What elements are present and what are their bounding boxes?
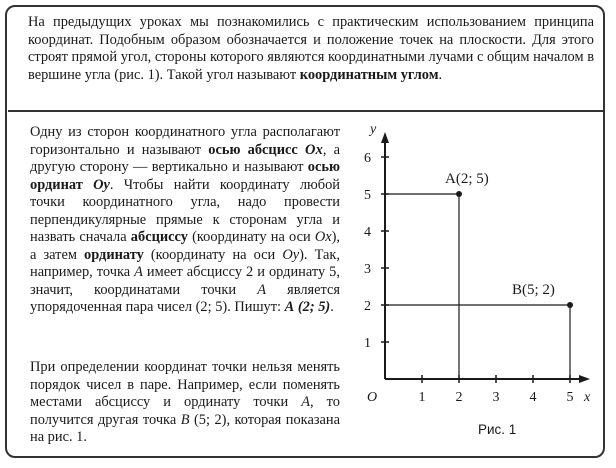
- x-tick-label: 2: [455, 390, 463, 405]
- label-ox: Ох: [304, 141, 323, 158]
- y-tick-label: 3: [364, 262, 371, 277]
- coordinate-plane: [350, 118, 612, 418]
- p2-text-3: . Чтобы найти координату любой точки координатного угла, надо провести перпендикулярные прямые к сторонам угла и назвать сначала: [30, 176, 340, 245]
- intro-paragraph: [28, 14, 594, 84]
- p2-text-1: Одну из сторон координатного угла располагают горизонтально и называют: [30, 124, 340, 158]
- x-tick-label: 3: [492, 390, 500, 405]
- point-a-label: A(2; 5): [445, 171, 489, 187]
- notation-a: А (2; 5): [284, 299, 331, 315]
- term-abscissa-axis: осью абсцисс: [208, 141, 298, 158]
- y-axis-label: y: [370, 122, 377, 137]
- p2-text-4b: ), а затем: [30, 229, 340, 263]
- point-a-ref-3: А: [301, 394, 311, 410]
- label-ox-italic: Ох: [314, 229, 332, 245]
- definition-paragraph: [30, 124, 340, 317]
- p2-text-5a: (координату на оси: [143, 246, 283, 263]
- y-axis-arrow: [381, 132, 389, 143]
- point-a-ref: А: [134, 264, 143, 280]
- x-tick-label: 4: [529, 390, 537, 405]
- y-tick-label: 1: [364, 336, 371, 351]
- point-b-label: B(5; 2): [512, 282, 555, 298]
- x-axis-arrow: [579, 375, 590, 383]
- p2-text-5b: ). Так, например, точка: [30, 246, 340, 280]
- x-tick-label: 1: [418, 390, 426, 405]
- figure-caption: Рис. 1: [478, 422, 517, 437]
- term-coordinate-angle: координатным углом: [299, 66, 439, 83]
- order-paragraph: [30, 359, 340, 447]
- section-divider: [8, 110, 604, 112]
- p2-text-6b: является упорядоченная пара чисел (2; 5). Пишут:: [30, 281, 340, 315]
- p2-text-4a: (координату на оси: [187, 229, 315, 245]
- p2-end: .: [330, 299, 334, 315]
- x-axis-label: x: [584, 390, 591, 405]
- term-ordinate: ординату: [84, 246, 144, 263]
- intro-text: На предыдущих уроках мы познакомились с практическим использованием принципа координат. Подобным образом обозначается и положение точек на плоскости. Для этого строят прямой угол, стороны которого являются координатными лучами с общим началом в вершине угла (рис. 1). Такой угол называют: [28, 14, 594, 83]
- point-b: [567, 302, 573, 308]
- term-abscissa: абсциссу: [130, 229, 188, 245]
- point-a: [456, 191, 462, 197]
- y-tick-label: 2: [364, 299, 371, 314]
- figure-1: [350, 118, 612, 448]
- y-tick-label: 6: [364, 151, 371, 166]
- p2-text-6a: имеет абсциссу 2 и ординату 5, значит, координатами точки: [30, 264, 340, 298]
- p3-text-2: , то получится другая точка: [30, 394, 340, 428]
- p2-text-2: , а другую сторону — вертикально и называют: [30, 141, 340, 175]
- p3-text-1: При определении координат точки нельзя менять порядок чисел в паре. Например, если поменять местами абсциссу и ординату точки: [30, 359, 340, 410]
- intro-end: .: [438, 66, 443, 83]
- x-tick-label: 5: [566, 390, 574, 405]
- origin-label: O: [367, 390, 378, 405]
- y-tick-label: 5: [364, 188, 371, 203]
- label-oy-italic: Оу: [282, 246, 300, 263]
- point-b-ref: В: [180, 411, 190, 428]
- y-tick-label: 4: [364, 225, 371, 240]
- term-ordinate-axis: осью ординат: [30, 159, 340, 193]
- point-a-ref-2: А: [257, 281, 266, 298]
- label-oy: Оу: [93, 176, 110, 193]
- p3-text-3: (5; 2), которая показана на рис. 1.: [30, 411, 340, 445]
